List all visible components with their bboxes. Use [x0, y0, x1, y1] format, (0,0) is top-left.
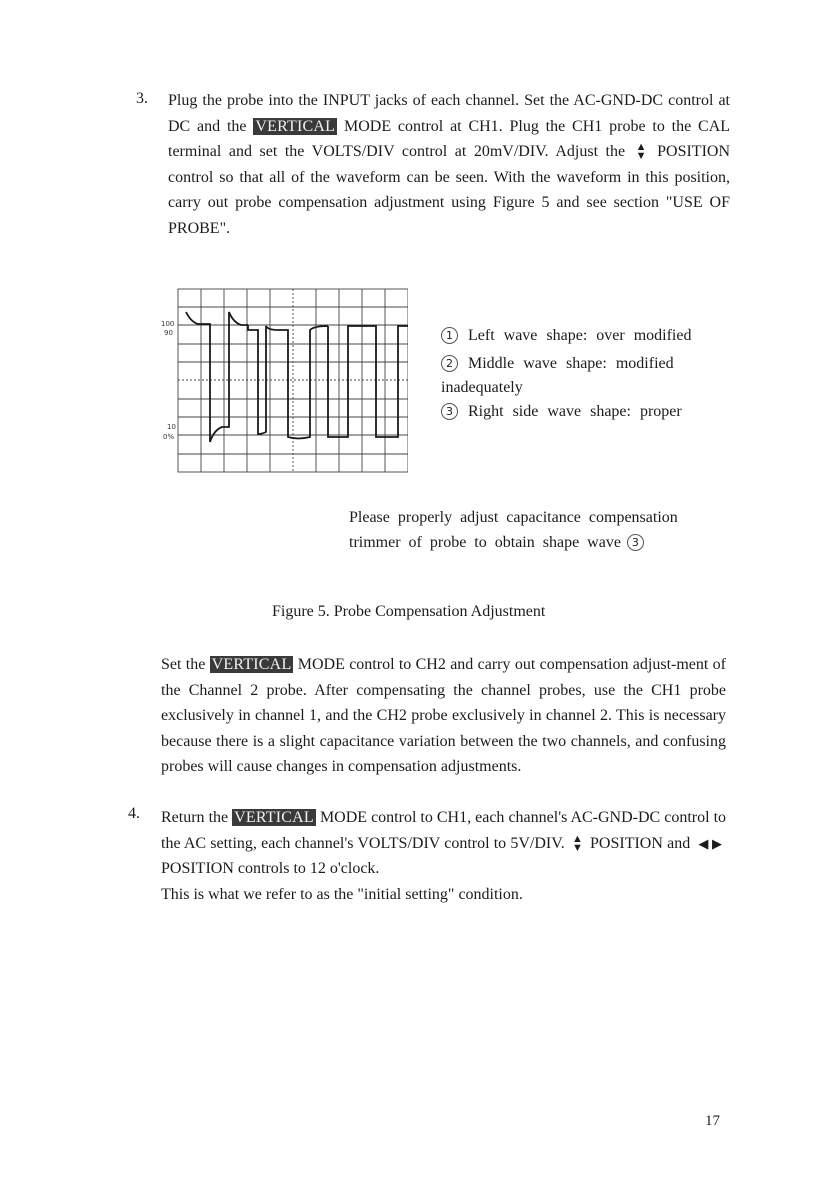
- legend-item-3: [441, 403, 682, 421]
- vertical-mode-label: VERTICAL: [255, 117, 336, 135]
- vertical-position-icon-2: ▲ ▼: [571, 832, 583, 854]
- legend-number-2: 2: [441, 355, 458, 372]
- legend-text-2: Middle wave shape: modified inadequately: [441, 355, 674, 396]
- figure-caption: Figure 5. Probe Compensation Adjustment: [272, 603, 546, 620]
- legend-item-2: [441, 352, 701, 400]
- vertical-mode-label-2: VERTICAL: [211, 656, 292, 673]
- legend-item-1: [441, 327, 691, 345]
- adjustment-note-ref: 3: [627, 534, 644, 551]
- y-label-100: 100: [161, 320, 175, 328]
- legend-number-1: 1: [441, 327, 458, 344]
- step-3-after-highlight: MODE control at CH1. Plug the CH1 probe to the CAL terminal and set the VOLTS/DIV control at 20mV/DIV. Adjust the: [168, 117, 731, 160]
- step-4-before: Return the: [161, 809, 229, 826]
- step-3-number: 3.: [136, 90, 148, 107]
- step-4-number: 4.: [128, 805, 140, 822]
- step-3-position-text: POSITION control so that all of the waveform can be seen. With the waveform in this position, carry out probe compensation adjustment using Figure 5 and see section "USE OF PROBE".: [168, 143, 731, 237]
- step-3-paragraph: [168, 88, 730, 241]
- graticule-grid: [178, 289, 408, 472]
- y-label-0: 0%: [163, 433, 175, 441]
- step-4-final: This is what we refer to as the "initial setting" condition.: [161, 885, 523, 903]
- probe-compensation-figure: [158, 282, 408, 482]
- adjustment-note: [349, 505, 729, 555]
- horizontal-position-icon: ◀ ▶: [698, 835, 723, 851]
- step-4-position1: POSITION and: [590, 834, 691, 852]
- ch2-after: MODE control to CH2 and carry out compensation adjust-ment of the Channel 2 probe. After compensating the channel probes, use the CH1 probe exclusively in channel 1, and the CH2 probe exclusively in channel 2. This is necessary because there is a slight capacitance variation between the two channels, and confusing probes will cause changes in compensation adjustments.: [161, 656, 727, 775]
- adjustment-note-text: Please properly adjust capacitance compensation trimmer of probe to obtain shape wave: [349, 509, 678, 551]
- ch2-before: Set the: [161, 656, 206, 673]
- legend-text-1: Left wave shape: over modified: [468, 327, 692, 344]
- legend-text-3: Right side wave shape: proper: [468, 403, 682, 420]
- y-label-90: 90: [164, 329, 173, 337]
- vertical-position-icon: ▲ ▼: [635, 141, 647, 163]
- step-4-paragraph: [161, 805, 726, 907]
- ch2-paragraph: [161, 652, 726, 780]
- waveform-over-compensated: [186, 312, 248, 442]
- waveform-proper: [328, 326, 408, 437]
- graticule-center-axes: [178, 289, 408, 472]
- page-number: 17: [705, 1113, 720, 1129]
- legend-number-3: 3: [441, 403, 458, 420]
- step-4-position2: POSITION controls to 12 o'clock.: [161, 860, 380, 877]
- step-3-intro: Plug the probe into the INPUT jacks of each channel. Set the AC-GND-DC control at DC and the: [168, 92, 730, 135]
- step-4-after: MODE control to CH1, each channel's AC-GND-DC control to the AC setting, each channel's VOLTS/DIV control to 5V/DIV.: [161, 809, 727, 852]
- vertical-mode-label-3: VERTICAL: [234, 809, 314, 826]
- y-label-10: 10: [167, 423, 176, 431]
- waveforms: [186, 312, 408, 442]
